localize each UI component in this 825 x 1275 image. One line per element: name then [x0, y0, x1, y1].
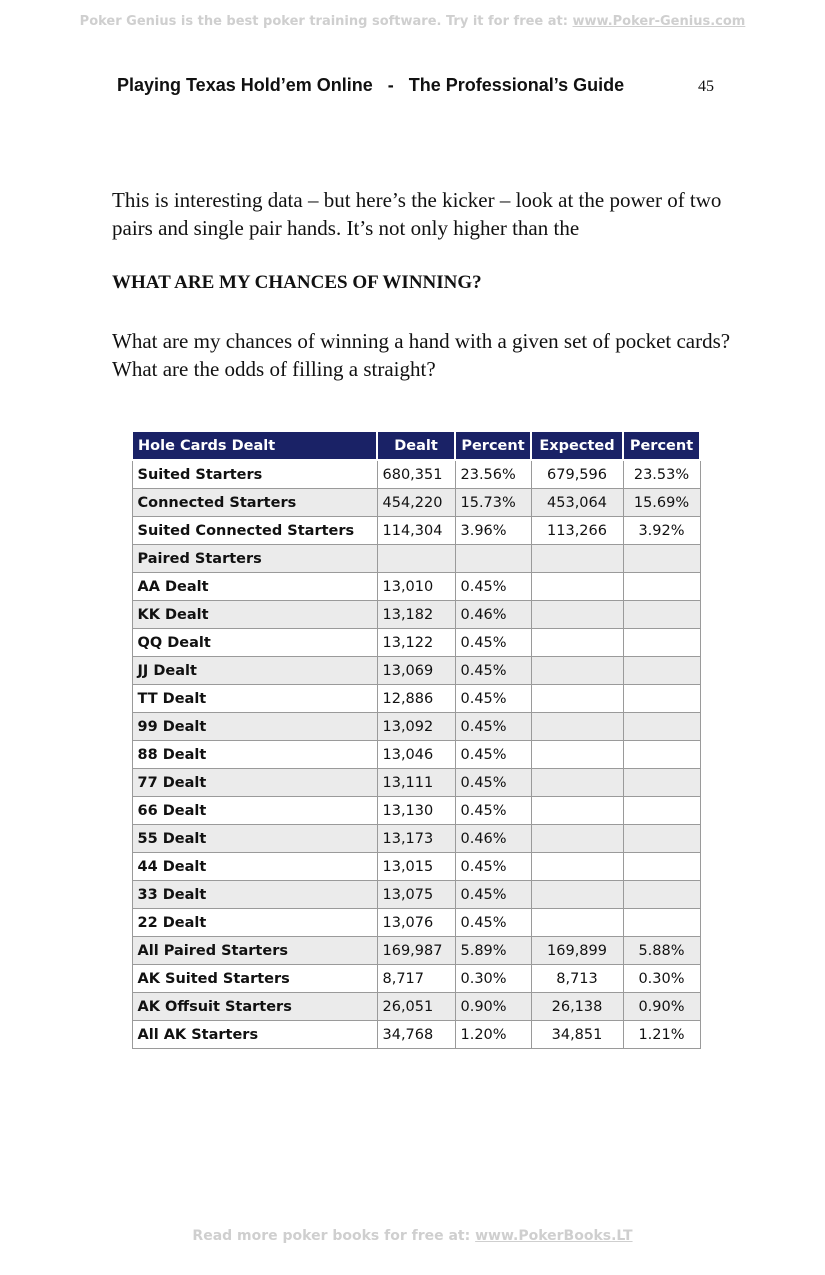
expected-cell: 8,713 — [531, 965, 623, 993]
percent-cell: 0.46% — [455, 601, 531, 629]
expected-percent-cell — [623, 741, 700, 769]
expected-cell — [531, 853, 623, 881]
expected-percent-cell — [623, 853, 700, 881]
percent-cell: 15.73% — [455, 489, 531, 517]
expected-percent-cell — [623, 573, 700, 601]
dealt-cell: 680,351 — [377, 460, 455, 489]
section-heading: WHAT ARE MY CHANCES OF WINNING? — [112, 272, 482, 293]
percent-cell: 0.45% — [455, 573, 531, 601]
percent-cell — [455, 545, 531, 573]
dealt-cell: 13,076 — [377, 909, 455, 937]
dealt-cell: 13,010 — [377, 573, 455, 601]
expected-cell: 113,266 — [531, 517, 623, 545]
row-label: 66 Dealt — [132, 797, 377, 825]
expected-cell: 679,596 — [531, 460, 623, 489]
table-row — [132, 713, 700, 741]
dealt-cell: 13,075 — [377, 881, 455, 909]
table-row — [132, 797, 700, 825]
percent-cell: 23.56% — [455, 460, 531, 489]
header-hole-cards: Hole Cards Dealt — [132, 431, 377, 460]
table-row — [132, 825, 700, 853]
table-row — [132, 573, 700, 601]
table-row — [132, 853, 700, 881]
table-row — [132, 545, 700, 573]
percent-cell: 1.20% — [455, 1021, 531, 1049]
table-row — [132, 993, 700, 1021]
expected-cell — [531, 601, 623, 629]
expected-percent-cell: 0.90% — [623, 993, 700, 1021]
dealt-cell: 13,182 — [377, 601, 455, 629]
top-banner-text: Poker Genius is the best poker training software. Try it for free at: — [79, 14, 573, 29]
expected-cell — [531, 685, 623, 713]
row-label: 88 Dealt — [132, 741, 377, 769]
expected-percent-cell — [623, 909, 700, 937]
row-label: 44 Dealt — [132, 853, 377, 881]
expected-percent-cell: 1.21% — [623, 1021, 700, 1049]
percent-cell: 0.45% — [455, 629, 531, 657]
row-label: Suited Connected Starters — [132, 517, 377, 545]
dealt-cell: 13,111 — [377, 769, 455, 797]
expected-cell: 34,851 — [531, 1021, 623, 1049]
header-expected-percent: Percent — [623, 431, 700, 460]
table-row — [132, 881, 700, 909]
row-label: AA Dealt — [132, 573, 377, 601]
header-dealt: Dealt — [377, 431, 455, 460]
table-row — [132, 965, 700, 993]
dealt-cell: 12,886 — [377, 685, 455, 713]
dealt-cell: 114,304 — [377, 517, 455, 545]
dealt-cell: 13,130 — [377, 797, 455, 825]
dealt-cell — [377, 545, 455, 573]
hole-cards-table — [131, 430, 701, 1049]
table-row — [132, 741, 700, 769]
percent-cell: 0.45% — [455, 797, 531, 825]
expected-percent-cell — [623, 685, 700, 713]
table-row — [132, 601, 700, 629]
expected-percent-cell: 3.92% — [623, 517, 700, 545]
row-label: TT Dealt — [132, 685, 377, 713]
row-label: KK Dealt — [132, 601, 377, 629]
percent-cell: 3.96% — [455, 517, 531, 545]
percent-cell: 0.45% — [455, 741, 531, 769]
expected-cell — [531, 629, 623, 657]
row-label: Connected Starters — [132, 489, 377, 517]
expected-cell: 26,138 — [531, 993, 623, 1021]
expected-percent-cell — [623, 881, 700, 909]
page-number: 45 — [698, 78, 714, 95]
expected-cell — [531, 741, 623, 769]
row-label: 99 Dealt — [132, 713, 377, 741]
dealt-cell: 13,046 — [377, 741, 455, 769]
percent-cell: 0.45% — [455, 881, 531, 909]
percent-cell: 0.90% — [455, 993, 531, 1021]
row-label: All Paired Starters — [132, 937, 377, 965]
expected-cell — [531, 657, 623, 685]
dealt-cell: 169,987 — [377, 937, 455, 965]
expected-cell: 453,064 — [531, 489, 623, 517]
header-percent: Percent — [455, 431, 531, 460]
expected-cell — [531, 881, 623, 909]
row-label: Paired Starters — [132, 545, 377, 573]
percent-cell: 0.45% — [455, 769, 531, 797]
expected-percent-cell — [623, 713, 700, 741]
bottom-promo-banner — [0, 1228, 825, 1244]
expected-percent-cell — [623, 545, 700, 573]
percent-cell: 0.30% — [455, 965, 531, 993]
row-label: 33 Dealt — [132, 881, 377, 909]
row-label: QQ Dealt — [132, 629, 377, 657]
expected-percent-cell — [623, 797, 700, 825]
dealt-cell: 34,768 — [377, 1021, 455, 1049]
percent-cell: 0.45% — [455, 713, 531, 741]
table-row — [132, 1021, 700, 1049]
table-row — [132, 657, 700, 685]
dealt-cell: 13,122 — [377, 629, 455, 657]
expected-cell — [531, 573, 623, 601]
poker-genius-link[interactable]: www.Poker-Genius.com — [572, 14, 746, 29]
expected-cell — [531, 769, 623, 797]
expected-percent-cell: 5.88% — [623, 937, 700, 965]
row-label: All AK Starters — [132, 1021, 377, 1049]
dealt-cell: 13,069 — [377, 657, 455, 685]
expected-percent-cell: 15.69% — [623, 489, 700, 517]
table-row — [132, 629, 700, 657]
row-label: JJ Dealt — [132, 657, 377, 685]
row-label: 77 Dealt — [132, 769, 377, 797]
expected-cell — [531, 545, 623, 573]
bottom-banner-text: Read more poker books for free at: — [192, 1228, 476, 1244]
expected-cell: 169,899 — [531, 937, 623, 965]
dealt-cell: 13,015 — [377, 853, 455, 881]
expected-percent-cell: 23.53% — [623, 460, 700, 489]
row-label: AK Suited Starters — [132, 965, 377, 993]
table-row — [132, 460, 700, 489]
intro-paragraph: This is interesting data – but here’s the kicker – look at the power of two pairs and single pair hands. It’s not only higher than the — [112, 188, 722, 240]
table-body — [132, 460, 700, 1049]
dealt-cell: 13,092 — [377, 713, 455, 741]
expected-percent-cell: 0.30% — [623, 965, 700, 993]
percent-cell: 0.45% — [455, 909, 531, 937]
expected-percent-cell — [623, 657, 700, 685]
expected-percent-cell — [623, 601, 700, 629]
row-label: AK Offsuit Starters — [132, 993, 377, 1021]
dealt-cell: 26,051 — [377, 993, 455, 1021]
row-label: Suited Starters — [132, 460, 377, 489]
running-header-title: Playing Texas Hold’em Online - The Professional’s Guide — [117, 75, 625, 95]
table-row — [132, 517, 700, 545]
row-label: 22 Dealt — [132, 909, 377, 937]
table-header-row — [132, 431, 700, 460]
percent-cell: 0.45% — [455, 685, 531, 713]
dealt-cell: 454,220 — [377, 489, 455, 517]
percent-cell: 5.89% — [455, 937, 531, 965]
percent-cell: 0.46% — [455, 825, 531, 853]
table-row — [132, 489, 700, 517]
expected-percent-cell — [623, 629, 700, 657]
expected-cell — [531, 909, 623, 937]
percent-cell: 0.45% — [455, 657, 531, 685]
pokerbooks-link[interactable]: www.PokerBooks.LT — [475, 1228, 633, 1244]
table-row — [132, 909, 700, 937]
table-row — [132, 685, 700, 713]
expected-percent-cell — [623, 769, 700, 797]
percent-cell: 0.45% — [455, 853, 531, 881]
header-expected: Expected — [531, 431, 623, 460]
expected-percent-cell — [623, 825, 700, 853]
top-promo-banner — [0, 14, 825, 29]
table-row — [132, 769, 700, 797]
question-paragraph: What are my chances of winning a hand with a given set of pocket cards? What are the odds of filling a straight? — [112, 329, 731, 381]
expected-cell — [531, 713, 623, 741]
dealt-cell: 13,173 — [377, 825, 455, 853]
expected-cell — [531, 797, 623, 825]
table-row — [132, 937, 700, 965]
expected-cell — [531, 825, 623, 853]
dealt-cell: 8,717 — [377, 965, 455, 993]
row-label: 55 Dealt — [132, 825, 377, 853]
